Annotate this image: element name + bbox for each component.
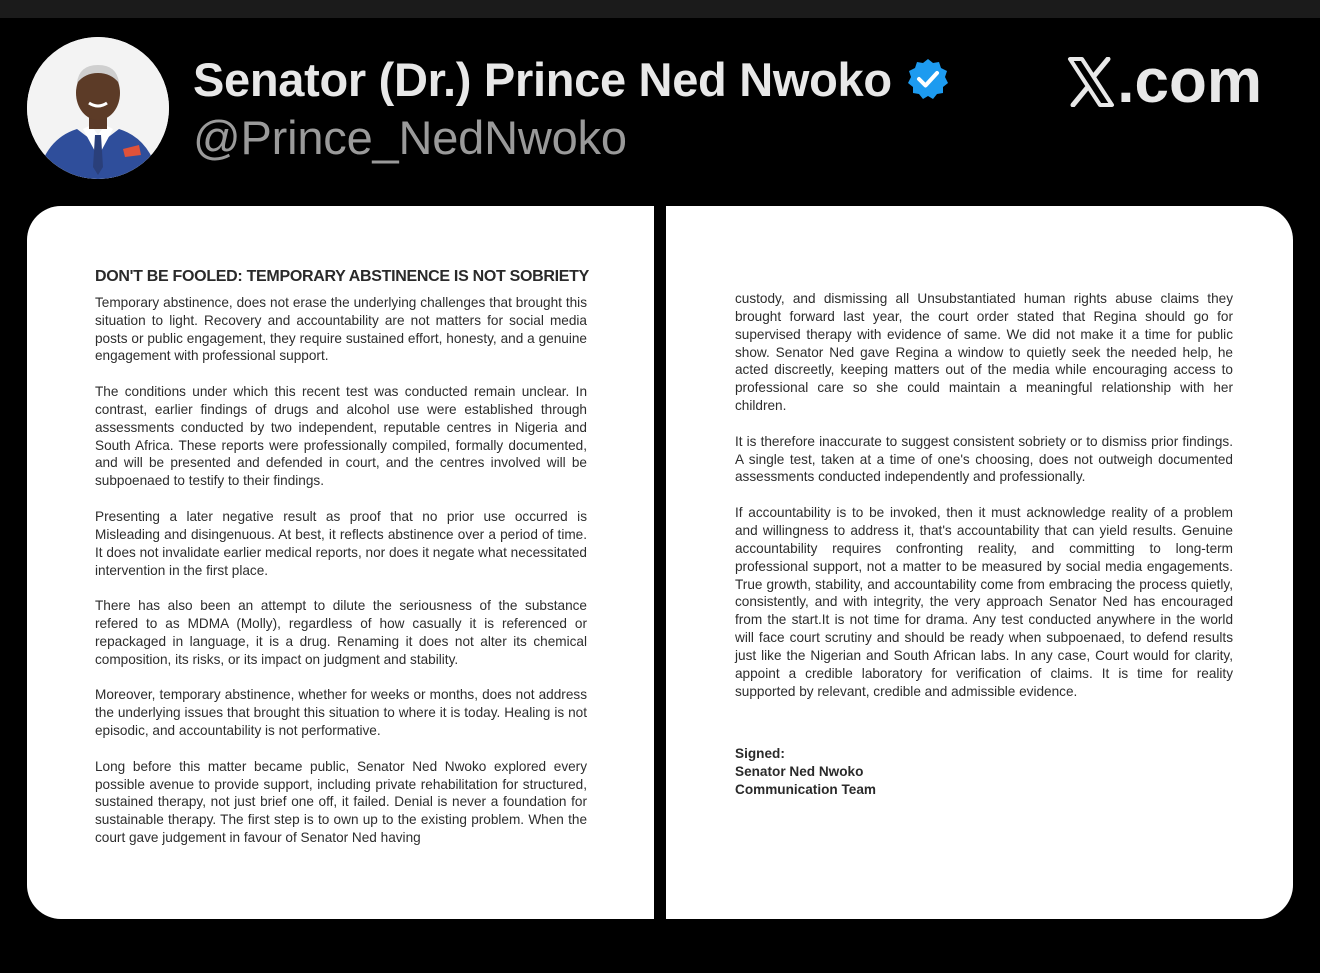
statement-image-card[interactable] [27, 206, 1293, 919]
x-logo-icon [1067, 57, 1115, 107]
user-handle[interactable]: @Prince_NedNwoko [193, 111, 627, 164]
profile-avatar[interactable] [27, 37, 169, 179]
brand-domain-text: .com [1117, 47, 1262, 116]
display-name-row [193, 46, 950, 112]
document-title: DON'T BE FOOLED: TEMPORARY ABSTINENCE IS NOT SOBRIETY [95, 268, 590, 285]
paragraph: If accountability is to be invoked, then it must acknowledge reality of a problem and willingness to address it, that's accountability that can yield results. Genuine accountability requires confronting reality, and committing to long-term professional support, not a matter to be measured by social media engagements. True growth, stability, and accountability come from embracing the process quietly, consistently, and with integrity, the very approach Senator Ned has encouraged from the start.It is not time for drama. Any test conducted anywhere in the world will face court scrutiny and should be ready when subpoenaed, to defend results just like the Nigerian and South African labs. In any case, Court would for clarity, appoint a credible laboratory for verification of claims. It is time for reality supported by relevant, credible and admissible evidence. [735, 505, 1233, 699]
brand-logo [1067, 46, 1262, 117]
top-status-strip [0, 0, 1320, 18]
paragraph: There has also been an attempt to dilute the seriousness of the substance refered to as MDMA (Molly), regardless of how casually it is referenced or repackaged in language, it is a drug. Renaming it does not alter its chemical composition, its risks, or its impact on judgment and stability. [95, 598, 587, 667]
paragraph: The conditions under which this recent test was conducted remain unclear. In contrast, earlier findings of drugs and alcohol use were established through assessments conducted by two independent, reputable centres in Nigeria and South Africa. These reports were professionally compiled, formally documented, and will be presented and defended in court, and the centres involved will be subpoenaed to testify to their findings. [95, 384, 587, 489]
signatory-team: Communication Team [735, 782, 876, 797]
signature-block [735, 745, 1233, 798]
statement-page-right [735, 290, 1233, 799]
statement-page-left [95, 268, 590, 847]
paragraph: Presenting a later negative result as proof that no prior use occurred is Misleading and disingenuous. At best, it reflects abstinence over a period of time. It does not invalidate earlier medical reports, nor does it negate what necessitated intervention in the first place. [95, 508, 587, 578]
signatory-name: Senator Ned Nwoko [735, 764, 864, 780]
page-divider [654, 206, 666, 919]
verified-badge-icon [906, 57, 950, 101]
display-name[interactable]: Senator (Dr.) Prince Ned Nwoko [193, 52, 892, 106]
signed-label: Signed: [735, 746, 785, 762]
paragraph: Long before this matter became public, Senator Ned Nwoko explored every possible avenue to provide support, including private rehabilitation for structured, sustained therapy, not just brief one off, it failed. Denial is never a foundation for sustainable therapy. The first step is to own up to the existing problem. When the court gave judgement in favour of Senator Ned having [95, 758, 587, 846]
paragraph: It is therefore inaccurate to suggest consistent sobriety or to dismiss prior findings. A single test, taken at a time of one's choosing, does not outweigh documented assessments conducted independently and professionally. [735, 433, 1233, 485]
paragraph: Temporary abstinence, does not erase the underlying challenges that brought this situation to light. Recovery and accountability are not matters for social media posts or public engagement, they require sustained effort, honesty, and a genuine engagement with professional support. [95, 294, 587, 364]
paragraph: custody, and dismissing all Unsubstantiated human rights abuse claims they brought forward last year, the court order stated that Regina should go for supervised therapy with evidence of same. We did not make it a time for public show. Senator Ned gave Regina a window to quietly seek the needed help, he acted discreetly, keeping matters out of the media while encouraging access to professional care so she could maintain a meaningful relationship with her children. [735, 291, 1233, 414]
avatar-portrait-image [27, 37, 169, 179]
paragraph: Moreover, temporary abstinence, whether for weeks or months, does not address the underlying issues that brought this situation to where it is today. Healing is not episodic, and accountability is not performative. [95, 687, 587, 739]
